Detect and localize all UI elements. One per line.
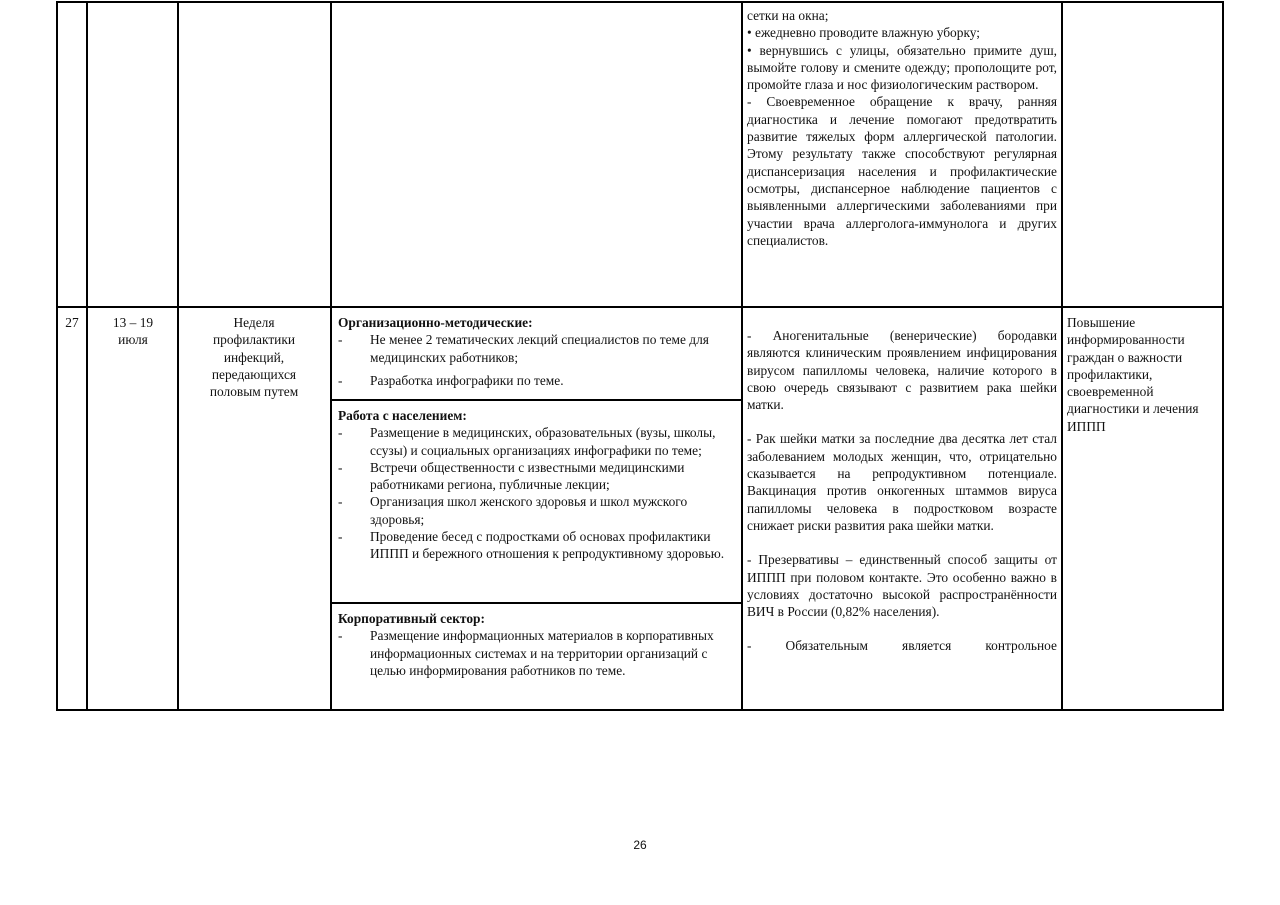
page-number: 26 [633,838,647,852]
subrow-separator-2 [330,602,742,604]
bullet-marker: - [338,425,343,441]
list-item-text: Не менее 2 тематических лекций специалистов по теме для медицинских работников; [370,332,709,365]
table-border-bottom [56,709,1224,711]
bullet-marker: - [338,459,343,475]
table-divider-5 [1061,1,1063,711]
key-messages-cell [747,327,1057,655]
top-row-line: • вернувшись с улицы, обязательно примите душ, вымойте голову и смените одежду; прополощите рот, промойте глаза и нос физиологическим раствором. [747,42,1057,93]
table-divider-2 [177,1,179,711]
list-item [338,493,736,528]
table-border-left [56,1,58,711]
top-row-messages-cell [747,7,1057,249]
list-item [338,627,736,679]
subrow-separator-1 [330,399,742,401]
population-section-title: Работа с населением: [338,408,467,423]
list-item-text: Проведение бесед с подростками об основах профилактики ИППП и бережного отношения к репродуктивному здоровью. [370,529,725,562]
key-message: - Аногенитальные (венерические) бородавки являются клиническим проявлением инфицирования вирусом папилломы человека, наличие которого в свою очередь связывают с развитием рака шейки матки. [747,328,1057,413]
table-divider-1 [86,1,88,711]
top-row-line: - Своевременное обращение к врачу, ранняя диагностика и лечение помогают предотвратить развитие тяжелых форм аллергической патологии. Этому результату также способствуют регулярная диспансеризация населения и профилактические осмотры, диспансерное наблюдение пациентов с выявленными аллергическими заболеваниями при участии врача аллерголога-иммунолога и других специалистов. [747,94,1057,248]
row-number: 27 [65,315,79,330]
key-message: - Обязательным является контрольное [747,638,1057,654]
bullet-marker: - [338,372,343,388]
list-item [338,528,736,563]
key-message: - Презервативы – единственный способ защиты от ИППП при половом контакте. Это особенно важно в условиях достаточно высокой распространённости ВИЧ в России (0,82% населения). [747,552,1057,620]
table-divider-4 [741,1,743,711]
top-row-line: • ежедневно проводите влажную уборку; [747,25,981,41]
list-item [338,372,736,389]
table-divider-3 [330,1,332,711]
table-border-top [56,1,1224,3]
list-item-text: Встречи общественности с известными медицинскими работниками региона, публичные лекции; [370,459,685,493]
bullet-marker: - [338,494,343,510]
org-section-title: Организационно-методические: [338,315,533,330]
list-item [338,459,736,494]
top-row-line: сетки на окна; [747,8,829,23]
bullet-marker: - [338,332,343,348]
bullet-marker: - [338,529,343,545]
expected-outcome: Повышение информированности граждан о важности профилактики, своевременной диагностики и лечения ИППП [1067,315,1199,434]
list-item-text: Размещение информационных материалов в корпоративных информационных системах и на территории организаций с целью информирования работников по теме. [370,628,714,678]
list-item [338,331,736,366]
row-dates: 13 – 19 июля [112,315,154,348]
row-separator [56,306,1224,308]
list-item-text: Разработка инфографики по теме. [370,372,564,388]
bullet-marker: - [338,628,343,644]
org-section [338,314,736,389]
list-item-text: Организация школ женского здоровья и школ мужского здоровья; [370,494,688,527]
key-message: - Рак шейки матки за последние два десятка лет стал заболеванием молодых женщин, что, отрицательно сказывается на репродуктивном потенциале. Вакцинация против онкогенных штаммов вируса папилломы человека в подростковом возрасте снижает риски развития рака шейки матки. [747,431,1057,533]
table-border-right [1222,1,1224,711]
list-item [338,424,736,459]
population-section [338,407,736,563]
corporate-section-title: Корпоративный сектор: [338,611,485,626]
list-item-text: Размещение в медицинских, образовательных (вузы, школы, ссузы) и социальных организациях инфографики по теме; [370,425,716,458]
corporate-section [338,610,736,679]
row-event-title: Неделя профилактики инфекций, передающихся половым путем [209,315,299,400]
